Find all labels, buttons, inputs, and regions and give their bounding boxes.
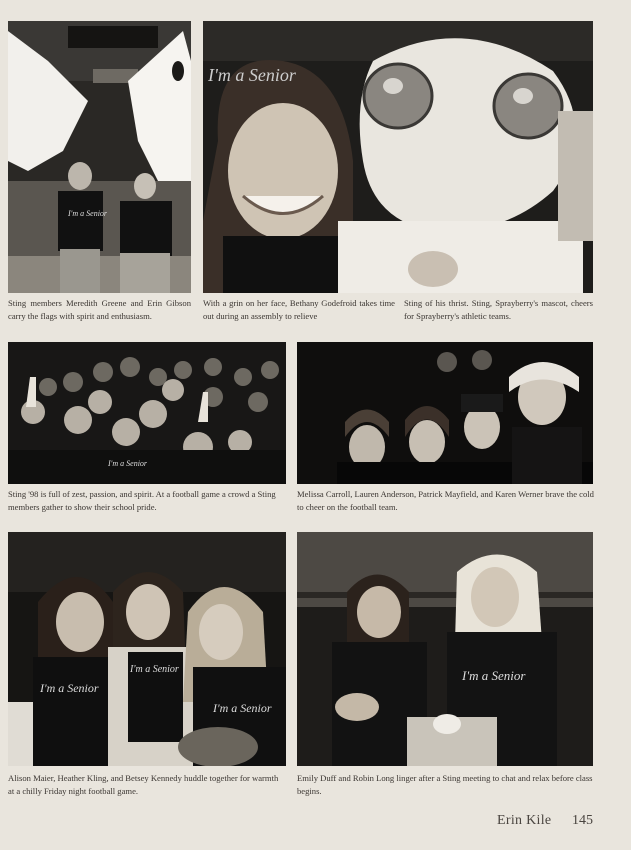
caption-mascot-right: Sting of his thrist. Sting, Sprayberry's mascot, cheers for Sprayberry's athletic teams.	[404, 298, 593, 321]
shirt-text-1: I'm a Senior	[40, 681, 99, 695]
shirt-text: I'm a Senior	[68, 209, 108, 218]
photo-crowd-sting98	[8, 342, 286, 484]
caption-flag-bearers: Sting members Meredith Greene and Erin Gibson carry the flags with spirit and enthusiasm.	[8, 298, 191, 321]
shirt-text: I'm a Senior	[108, 459, 148, 468]
photo-mascot-sting	[203, 21, 593, 293]
photographer-credit: Erin Kile	[497, 813, 552, 828]
photo-flag-bearers	[8, 21, 191, 293]
shirt-text: I'm a Senior	[462, 668, 526, 683]
photo-cheer-four	[297, 342, 593, 484]
shirt-text: I'm a Senior	[208, 65, 296, 85]
caption-mascot-left: With a grin on her face, Bethany Godefroid takes time out during an assembly to relieve	[203, 298, 395, 321]
shirt-text-2: I'm a Senior	[130, 664, 179, 675]
page-number: 145	[572, 813, 593, 828]
caption-linger: Emily Duff and Robin Long linger after a Sting meeting to chat and relax before class begins.	[297, 773, 593, 796]
photo-huddle	[8, 532, 286, 766]
caption-cheer-four: Melissa Carroll, Lauren Anderson, Patrick Mayfield, and Karen Werner brave the cold to cheer on the football team.	[297, 489, 594, 512]
shirt-text-3: I'm a Senior	[213, 701, 272, 715]
photo-linger	[297, 532, 593, 766]
caption-crowd: Sting '98 is full of zest, passion, and spirit. At a football game a crowd a Sting members gather to show their school pride.	[8, 489, 276, 512]
caption-huddle: Alison Maier, Heather Kling, and Betsey Kennedy huddle together for warmth at a chilly Friday night football game.	[8, 773, 279, 796]
